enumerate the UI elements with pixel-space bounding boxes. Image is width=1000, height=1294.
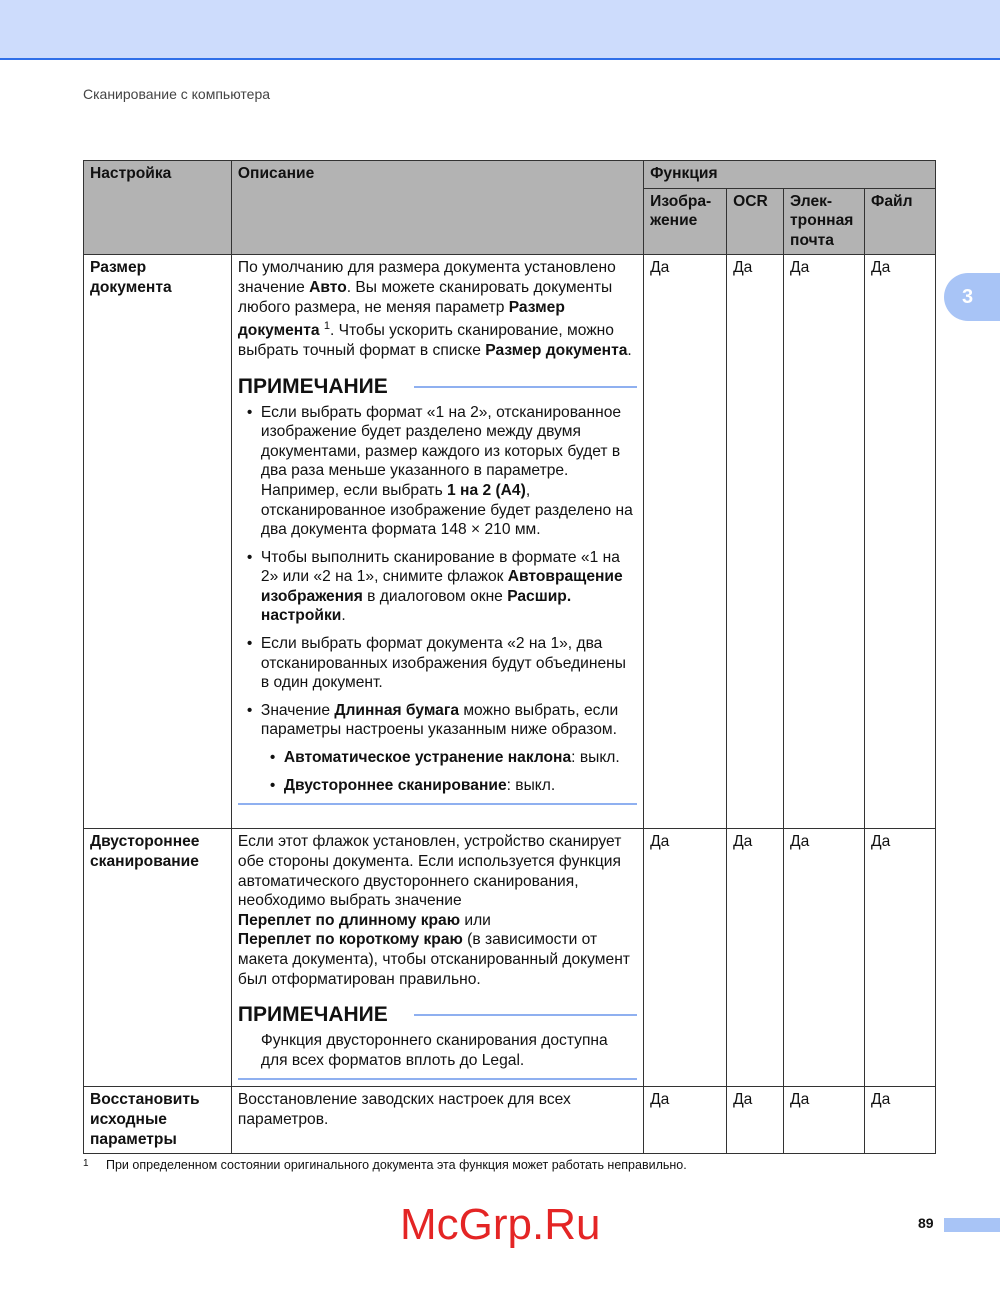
- file-yes: Да: [865, 1087, 936, 1154]
- ocr-yes: Да: [727, 255, 784, 829]
- table-row: [84, 1087, 936, 1154]
- running-head: Сканирование с компьютера: [83, 86, 271, 102]
- col-file: Файл: [865, 188, 936, 255]
- file-yes: Да: [865, 255, 936, 829]
- setting-name: Размер документа: [90, 259, 172, 296]
- col-description: Описание: [231, 161, 643, 255]
- col-function: Функция: [644, 161, 936, 189]
- col-setting: Настройка: [84, 161, 232, 255]
- description-cell: Восстановление заводских настроек для всех параметров.: [231, 1087, 643, 1154]
- list-item: • Значение Длинная бумага можно выбрать, если параметры настроены указанным ниже образом. • Автоматическое устранение наклона: выкл. • Двустороннее сканирование: выкл.: [261, 701, 637, 795]
- file-yes: Да: [865, 829, 936, 1087]
- email-yes: Да: [784, 255, 865, 829]
- page-number: 89: [918, 1215, 934, 1231]
- image-yes: Да: [644, 829, 727, 1087]
- setting-name: Восстановить исходные параметры: [90, 1091, 200, 1148]
- setting-name: Двустороннее сканирование: [90, 833, 200, 870]
- ocr-yes: Да: [727, 829, 784, 1087]
- note-text: Функция двустороннего сканирования доступна для всех форматов вплоть до Legal.: [260, 1032, 608, 1069]
- note-heading: ПРИМЕЧАНИЕ: [238, 375, 637, 399]
- watermark: McGrp.Ru: [400, 1200, 601, 1249]
- chapter-tab[interactable]: 3: [944, 273, 1000, 321]
- col-ocr: OCR: [727, 188, 784, 255]
- ocr-yes: Да: [727, 1087, 784, 1154]
- email-yes: Да: [784, 1087, 865, 1154]
- description-cell: По умолчанию для размера документа установлено значение Авто. Вы можете сканировать документы любого размера, не меняя параметр Размер документа $^1$. Чтобы ускорить сканирование, можно выбрать точный формат в списке Размер документа. ПРИМЕЧАНИЕ • Если выбрать формат «1 на 2», отсканированное изображение будет разделено между двумя документами, размер каждого из которых будет в два раза меньше указанного в параметре. Например, если выбрать 1 на 2 (A4), отсканированное изображение будет разделено на два документа формата 148 × 210 мм. • Чтобы выполнить сканирование в формате «1 на 2» или «2 на 1», снимите флажок Автовращение изображения в диалоговом окне Расшир. настройки. • Если выбрать формат документа «2 на 1», два отсканированных изображения будут объединены в один документ. • Значение Длинная бумага можно выбрать, если параметры настроены указанным ниже образом. • Автоматическое устранение наклона: выкл. • Двустороннее сканирование: выкл.: [231, 255, 643, 829]
- list-item: • Если выбрать формат «1 на 2», отсканированное изображение будет разделено между двумя документами, размер каждого из которых будет в два раза меньше указанного в параметре. Например, если выбрать 1 на 2 (A4), отсканированное изображение будет разделено на два документа формата 148 × 210 мм.: [261, 403, 637, 540]
- page-bar: [944, 1218, 1000, 1232]
- settings-table: [83, 160, 936, 1154]
- footnote: 1 При определенном состоянии оригинального документа эта функция может работать неправильно.: [83, 1158, 687, 1172]
- note-list: [238, 403, 637, 796]
- email-yes: Да: [784, 829, 865, 1087]
- note-heading: ПРИМЕЧАНИЕ: [238, 1003, 637, 1027]
- col-image: Изобра-жение: [644, 188, 727, 255]
- list-item: • Если выбрать формат документа «2 на 1», два отсканированных изображения будут объединены в один документ.: [261, 634, 637, 693]
- image-yes: Да: [644, 255, 727, 829]
- header-band: [0, 0, 1000, 60]
- list-item: • Автоматическое устранение наклона: выкл.: [284, 748, 637, 768]
- image-yes: Да: [644, 1087, 727, 1154]
- list-item: • Двустороннее сканирование: выкл.: [284, 776, 637, 796]
- description-cell: Если этот флажок установлен, устройство сканирует обе стороны документа. Если используется функция автоматического двустороннего сканирования, необходимо выбрать значение Переплет по длинному краю или Переплет по короткому краю (в зависимости от макета документа), чтобы отсканированный документ был отформатирован правильно. ПРИМЕЧАНИЕ Функция двустороннего сканирования доступна для всех форматов вплоть до Legal.: [231, 829, 643, 1087]
- col-email: Элек-тронная почта: [784, 188, 865, 255]
- table-row: [84, 255, 936, 829]
- table-row: [84, 829, 936, 1087]
- list-item: • Чтобы выполнить сканирование в формате «1 на 2» или «2 на 1», снимите флажок Автовращение изображения в диалоговом окне Расшир. настройки.: [261, 548, 637, 626]
